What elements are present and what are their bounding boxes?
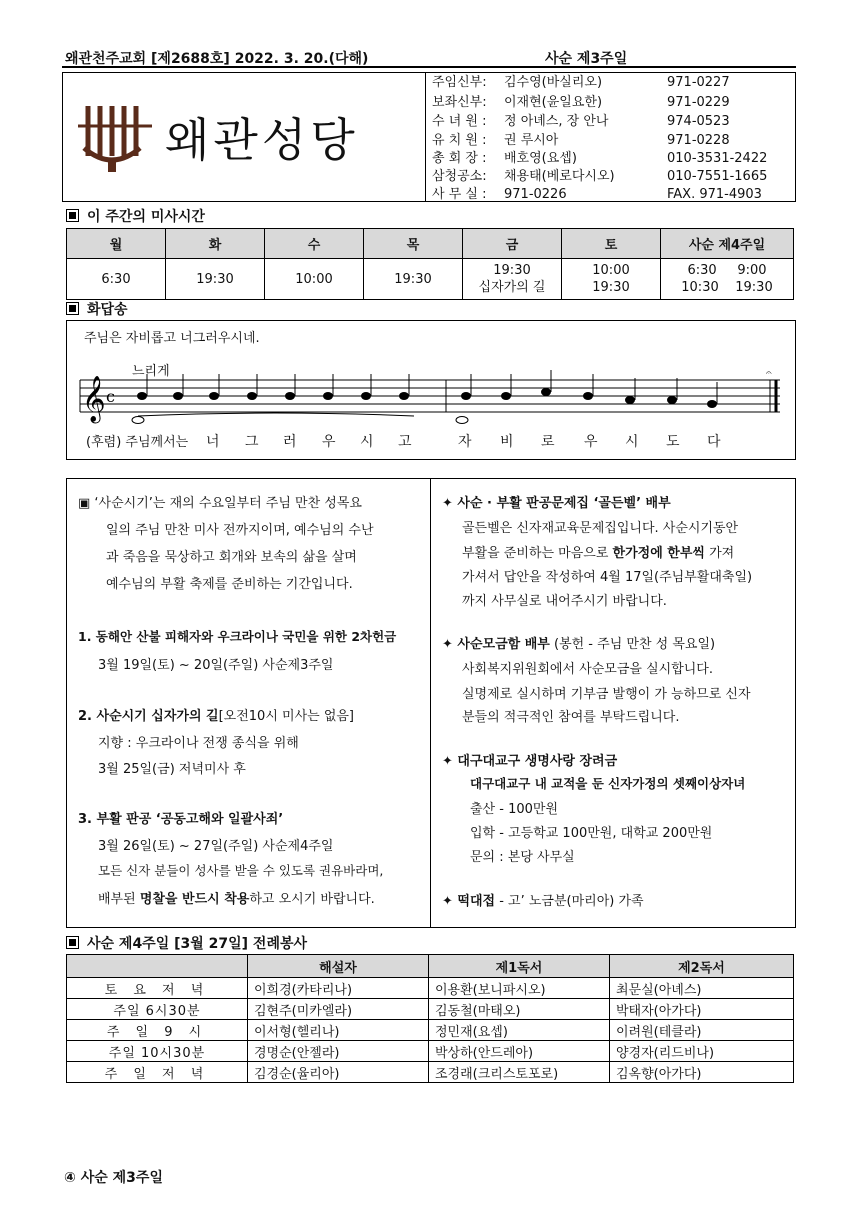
- lyric-syllable: 우: [584, 434, 598, 450]
- svg-text:𝄐: 𝄐: [766, 368, 772, 379]
- staff-name: 채용태(베로다시오): [504, 169, 615, 184]
- lyric-syllable: 우: [322, 434, 336, 450]
- commentator: 김현주(미카엘라): [248, 999, 429, 1020]
- staff-name: 배호영(요셉): [504, 151, 577, 166]
- mass-title-text: 이 주간의 미사시간: [87, 209, 205, 225]
- golden-bell-line: 가셔서 답안을 작성하여 4월 17일(주님부활대축일): [462, 570, 753, 585]
- first-reader: 이용환(보니파시오): [429, 978, 610, 999]
- golden-bell-text: 가져: [704, 546, 735, 561]
- golden-bell-emphasis: 한가정에 한부씩: [612, 546, 705, 561]
- mass-slot: 주 일 9 시: [67, 1020, 248, 1041]
- rice-cake-notice: [442, 890, 644, 909]
- lyric-syllable: 너: [206, 434, 220, 450]
- lyric-syllable: 도: [666, 434, 680, 450]
- mass-time: 19:30: [196, 271, 234, 287]
- mass-time: 10:00: [592, 263, 630, 278]
- notice-1-title: 1. 동해안 산불 피해자와 우크라이나 국민을 위한 2차헌금: [78, 629, 397, 644]
- lent-box-line: 실명제로 실시하며 기부금 발행이 가 능하므로 신자: [462, 687, 751, 702]
- lyric-syllable: 로: [541, 434, 555, 450]
- table-row: [67, 1041, 794, 1062]
- first-reader: 정민재(요셉): [429, 1020, 610, 1041]
- table-row: [67, 1062, 794, 1083]
- life-love-subtitle: 대구대교구 내 교적을 둔 신자가정의 셋째이상자녀: [470, 776, 746, 791]
- staff-role: 보좌신부:: [432, 95, 487, 110]
- day-header: 목: [364, 229, 463, 259]
- staff-role: 주임신부:: [432, 75, 487, 90]
- lyric-syllable: 시: [625, 434, 639, 450]
- commentator: 경명순(안젤라): [248, 1041, 429, 1062]
- golden-bell-line: 골든벨은 신자재교육문제집입니다. 사순시기동안: [462, 521, 739, 536]
- tempo-marking: 느리게: [132, 364, 170, 379]
- day-header: 금: [463, 229, 562, 259]
- lent-intro-line: 예수님의 부활 축제를 준비하는 기간입니다.: [106, 577, 353, 592]
- lent-intro-line: 일의 주님 만찬 미사 전까지이며, 예수님의 수난: [106, 523, 374, 538]
- service-section-title: [66, 933, 307, 953]
- service-header: [67, 955, 248, 978]
- mass-slot: 주 일 저 녁: [67, 1062, 248, 1083]
- mass-time: 6:30: [101, 271, 131, 287]
- staff-name: 권 루시아: [504, 133, 559, 148]
- staff-phone: 971-0227: [667, 75, 730, 90]
- notice-2-line: 지향 : 우크라이나 전쟁 종식을 위해: [98, 736, 299, 751]
- staff-name: 정 아녜스, 장 안나: [504, 114, 609, 129]
- mass-slot: 주일 6시30분: [67, 999, 248, 1020]
- mass-slot: 토 요 저 녁: [67, 978, 248, 999]
- parish-info-divider: [425, 72, 426, 202]
- psalm-title-text: 화답송: [87, 302, 128, 318]
- mass-time: 19:30: [592, 280, 630, 295]
- svg-text:𝄞: 𝄞: [82, 376, 106, 422]
- notice-3-text: 배부된: [98, 892, 140, 907]
- lent-intro-line: ▣ ‘사순시기’는 재의 수요일부터 주님 만찬 성목요: [78, 496, 362, 511]
- mass-time-cell: [562, 259, 661, 300]
- staff-role: 수 녀 원 :: [432, 114, 487, 129]
- psalm-section-title: [66, 299, 128, 319]
- mass-time: 10:00: [295, 271, 333, 287]
- table-row: [67, 259, 794, 300]
- first-reader: 김동철(마태오): [429, 999, 610, 1020]
- mass-time-cell: [661, 259, 794, 300]
- notice-2-title: [78, 705, 354, 724]
- day-header: 사순 제4주일: [661, 229, 794, 259]
- square-bullet-icon: [66, 936, 79, 949]
- notice-3-emphasis: 명찰을 반드시 착용: [139, 892, 250, 907]
- table-header-row: [67, 229, 794, 259]
- second-reader: 최문실(아녜스): [610, 978, 794, 999]
- notice-3-text: 하고 오시기 바랍니다.: [249, 892, 375, 907]
- page-footer: ④ 사순 제3주일: [64, 1170, 163, 1186]
- lent-box-title-text: ✦ 사순모금함 배부: [442, 637, 550, 652]
- lyric-syllable: 시: [360, 434, 374, 450]
- liturgy-service-table: [66, 954, 794, 1083]
- commentator: 이희경(카타리나): [248, 978, 429, 999]
- golden-bell-line: [462, 542, 734, 561]
- staff-name: 971-0226: [504, 187, 567, 202]
- lent-box-title-suffix: (봉헌 - 주님 만찬 성 목요일): [549, 637, 716, 652]
- table-row: [67, 978, 794, 999]
- lyric-syllable: 러: [283, 434, 297, 450]
- day-header: 월: [67, 229, 166, 259]
- bulletin-header-issue: 왜관천주교회 [제2688호] 2022. 3. 20.(다해): [65, 51, 369, 67]
- svg-text:c: c: [106, 387, 115, 406]
- life-love-line: 입학 - 고등학교 100만원, 대학교 200만원: [470, 826, 713, 841]
- staff-phone: 010-3531-2422: [667, 151, 768, 166]
- rice-cake-title: ✦ 떡대접: [442, 894, 496, 909]
- golden-bell-text: 부활을 준비하는 마음으로: [462, 546, 613, 561]
- psalm-response-text: 주님은 자비롭고 너그러우시네.: [84, 331, 260, 346]
- staff-role: 삼청공소:: [432, 169, 487, 184]
- mass-time: 19:30: [493, 263, 531, 278]
- day-header: 수: [265, 229, 364, 259]
- second-reader: 양경자(리드비나): [610, 1041, 794, 1062]
- golden-bell-line: 까지 사무실로 내어주시기 바랍니다.: [462, 594, 667, 609]
- day-header: 화: [166, 229, 265, 259]
- notice-2-title-text: 2. 사순시기 십자가의 길: [78, 709, 219, 724]
- staff-name: 김수영(바실리오): [504, 75, 603, 90]
- notice-3-line: 모든 신자 분들이 성사를 받을 수 있도록 권유바라며,: [98, 863, 384, 878]
- staff-phone: 971-0228: [667, 133, 730, 148]
- header-rule: [62, 66, 796, 68]
- notice-3-line: [98, 888, 375, 907]
- notice-3-title: 3. 부활 판공 ‘공동고해와 일괄사죄’: [78, 812, 284, 827]
- notice-2-line: 3월 25일(금) 저녁미사 후: [98, 762, 246, 777]
- square-bullet-icon: [66, 302, 79, 315]
- commentator: 이서형(헬리나): [248, 1020, 429, 1041]
- staff-role: 유 치 원 :: [432, 133, 487, 148]
- lent-intro-line: 과 죽음을 묵상하고 회개와 보속의 삶을 살며: [106, 550, 357, 565]
- mass-slot: 주일 10시30분: [67, 1041, 248, 1062]
- life-love-line: 출산 - 100만원: [470, 802, 559, 817]
- day-header: 토: [562, 229, 661, 259]
- table-row: [67, 1020, 794, 1041]
- second-reader: 박태자(아가다): [610, 999, 794, 1020]
- service-header: 제2독서: [610, 955, 794, 978]
- staff-phone: 974-0523: [667, 114, 730, 129]
- mass-time: 6:30 9:00: [687, 263, 767, 278]
- commentator: 김경순(율리아): [248, 1062, 429, 1083]
- parish-logo-text: 왜관성당: [165, 113, 359, 167]
- bulletin-header-sunday: 사순 제3주일: [545, 51, 628, 67]
- mass-time-cell: [67, 259, 166, 300]
- staff-role: 사 무 실 :: [432, 187, 487, 202]
- mass-time: 10:30 19:30: [681, 280, 773, 295]
- mass-times-table: [66, 228, 794, 300]
- rice-cake-text: - 고’ 노금분(마리아) 가족: [495, 894, 644, 909]
- square-bullet-icon: [66, 209, 79, 222]
- table-row: [67, 999, 794, 1020]
- notice-1-line: 3월 19일(토) ~ 20일(주일) 사순제3주일: [98, 658, 334, 673]
- mass-time-cell: [364, 259, 463, 300]
- staff-phone: FAX. 971-4903: [667, 187, 762, 202]
- mass-time-cell: [265, 259, 364, 300]
- mass-time-cell: [166, 259, 265, 300]
- mass-time: 19:30: [394, 271, 432, 287]
- staff-name: 이재현(윤일요한): [504, 95, 603, 110]
- lyric-syllable: 다: [707, 434, 721, 450]
- second-reader: 이려원(테클라): [610, 1020, 794, 1041]
- service-header: 해설자: [248, 955, 429, 978]
- staff-role: 총 회 장 :: [432, 151, 487, 166]
- staff-phone: 010-7551-1665: [667, 169, 768, 184]
- mass-time-cell: [463, 259, 562, 300]
- lyric-syllable: 그: [245, 434, 259, 450]
- refrain-label: (후렴) 주님께서는: [86, 435, 189, 450]
- lyric-syllable: 고: [398, 434, 412, 450]
- first-reader: 박상하(안드레아): [429, 1041, 610, 1062]
- lent-box-line: 분들의 적극적인 참여를 부탁드립니다.: [462, 710, 680, 725]
- first-reader: 조경래(크리스토포로): [429, 1062, 610, 1083]
- lyric-syllable: 비: [500, 434, 514, 450]
- life-love-line: 문의 : 본당 사무실: [470, 850, 575, 865]
- mass-time-note: 십자가의 길: [478, 280, 546, 295]
- staff-phone: 971-0229: [667, 95, 730, 110]
- music-staff-icon: [74, 368, 786, 424]
- lyric-syllable: 자: [458, 434, 472, 450]
- life-love-title: ✦ 대구대교구 생명사랑 장려금: [442, 754, 618, 769]
- table-header-row: [67, 955, 794, 978]
- notice-3-line: 3월 26일(토) ~ 27일(주일) 사순제4주일: [98, 839, 334, 854]
- notice-divider: [430, 478, 431, 928]
- service-header: 제1독서: [429, 955, 610, 978]
- service-title-text: 사순 제4주일 [3월 27일] 전례봉사: [87, 936, 308, 952]
- mass-section-title: [66, 206, 205, 226]
- golden-bell-title: ✦ 사순 · 부활 판공문제집 ‘골든벨’ 배부: [442, 496, 671, 511]
- second-reader: 김옥향(아가다): [610, 1062, 794, 1083]
- lent-box-title: [442, 633, 715, 652]
- lent-box-line: 사회복지위원회에서 사순모금을 실시합니다.: [462, 662, 713, 677]
- notice-2-title-suffix: [오전10시 미사는 없음]: [218, 709, 355, 724]
